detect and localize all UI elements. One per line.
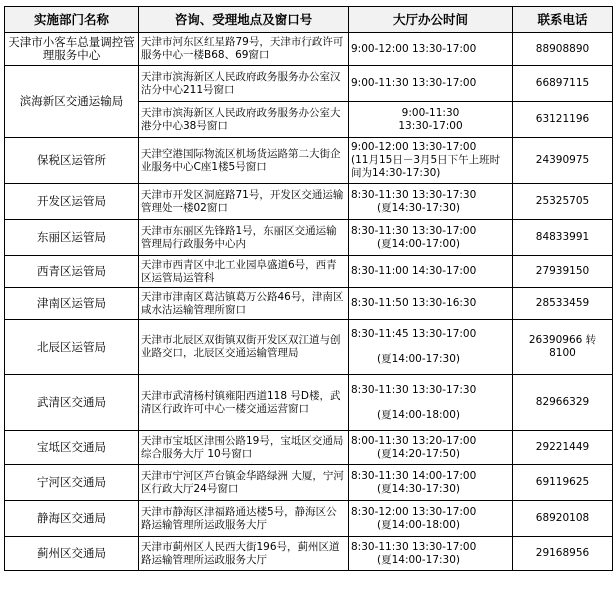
address-cell: 天津市开发区洞庭路71号，开发区交通运输管理处一楼02窗口: [139, 184, 349, 220]
phone-cell: 29221449: [513, 431, 613, 465]
table-row: [5, 184, 613, 220]
dept-cell: 蓟州区交通局: [5, 537, 139, 571]
address-cell: 天津市河东区红星路79号，天津市行政许可服务中心一楼B68、69窗口: [139, 33, 349, 66]
table-row: [5, 288, 613, 320]
table-row: [5, 66, 613, 102]
hours-cell: [349, 66, 513, 102]
hours-line: 8:30-11:30 13:30-17:00: [351, 540, 477, 553]
phone-cell: 66897115: [513, 66, 613, 102]
hours-note: (11月15日－3月5日下午上班时间为14:30-17:30): [351, 154, 501, 179]
dept-cell: 宁河区交通局: [5, 465, 139, 501]
table-row: [5, 501, 613, 537]
phone-cell: 28533459: [513, 288, 613, 320]
hours-cell: [349, 537, 513, 571]
address-cell: 天津空港国际物流区机场货运路第二大街企业服务中心C座1楼5号窗口: [139, 138, 349, 184]
hours-line: 9:00-12:00 13:30-17:00: [351, 141, 477, 153]
address-cell: 天津市津南区葛沽镇葛万公路46号，津南区咸水沽运输管理所窗口: [139, 288, 349, 320]
header-phone: 联系电话: [513, 7, 613, 33]
address-cell: 天津市滨海新区人民政府政务服务办公室汉沽分中心211号窗口: [139, 66, 349, 102]
hours-line: 8:30-12:00 13:30-17:00: [351, 505, 477, 518]
phone-cell: 69119625: [513, 465, 613, 501]
table-row: [5, 537, 613, 571]
address-cell: 天津市北辰区双街镇双街开发区双江道与创业路交口，北辰区交通运输管理局: [139, 320, 349, 375]
phone-cell: 63121196: [513, 102, 613, 138]
phone-cell: 29168956: [513, 537, 613, 571]
hours-line: 8:30-11:45 13:30-17:00: [351, 328, 477, 340]
table-row: [5, 220, 613, 256]
phone-cell: 25325705: [513, 184, 613, 220]
table-row: [5, 465, 613, 501]
hours-cell: [349, 256, 513, 288]
hours-cell: [349, 33, 513, 66]
table-header-row: [5, 7, 613, 33]
hours-line: 8:30-11:30 13:30-17:00: [351, 224, 477, 237]
phone-cell: 27939150: [513, 256, 613, 288]
address-cell: 天津市武清杨村镇雍阳西道118 号D楼，武清区行政许可中心一楼交通运营窗口: [139, 375, 349, 431]
address-cell: 天津市东丽区先锋路1号，东丽区交通运输管理局行政服务中心内: [139, 220, 349, 256]
dept-cell: 保税区运管所: [5, 138, 139, 184]
address-cell: 天津市蓟州区人民西大街196号，蓟州区道路运输管理所运政服务大厅: [139, 537, 349, 571]
dept-cell: 津南区运管局: [5, 288, 139, 320]
hours-cell: [349, 375, 513, 431]
hours-line: 8:30-11:50 13:30-16:30: [351, 297, 477, 309]
hours-cell: [349, 431, 513, 465]
hours-line: 8:00-11:30 13:20-17:00: [351, 434, 477, 447]
table-row: [5, 320, 613, 375]
dept-cell: 西青区运管局: [5, 256, 139, 288]
hours-line: 9:00-11:30 13:30-17:00: [351, 77, 477, 89]
address-cell: 天津市宁河区芦台镇金华路绿洲 大厦，宁河区行政大厅24号窗口: [139, 465, 349, 501]
hours-cell: [349, 501, 513, 537]
hours-cell: [349, 220, 513, 256]
address-cell: 天津市滨海新区人民政府政务服务办公室大港分中心38号窗口: [139, 102, 349, 138]
dept-cell: 开发区运管局: [5, 184, 139, 220]
dept-cell: 东丽区运管局: [5, 220, 139, 256]
hours-cell: [349, 184, 513, 220]
table-row: [5, 138, 613, 184]
table-row: [5, 33, 613, 66]
hours-cell: [349, 102, 513, 138]
address-cell: 天津市西青区中北工业园阜盛道6号，西青区运管局运管科: [139, 256, 349, 288]
hours-line: 8:30-11:30 14:00-17:00: [351, 469, 477, 482]
header-hours: 大厅办公时间: [349, 7, 513, 33]
phone-cell: 68920108: [513, 501, 613, 537]
hours-cell: [349, 288, 513, 320]
hours-cell: [349, 320, 513, 375]
header-address: 咨询、受理地点及窗口号: [139, 7, 349, 33]
hours-cell: [349, 465, 513, 501]
dept-cell: 滨海新区交通运输局: [5, 66, 139, 138]
dept-cell: 武清区交通局: [5, 375, 139, 431]
table-row: [5, 256, 613, 288]
hours-line: (夏14:00-17:00): [377, 237, 461, 250]
hours-line: (夏14:00-17:30): [377, 353, 461, 365]
hours-line: (夏14:00-18:00): [377, 518, 461, 531]
table-row: [5, 431, 613, 465]
hours-line: (夏14:30-17:30): [377, 482, 461, 495]
hours-line: 9:00-11:30: [401, 106, 460, 119]
service-hall-table: [4, 6, 613, 571]
dept-cell: 宝坻区交通局: [5, 431, 139, 465]
hours-line: (夏14:20-17:50): [377, 447, 461, 460]
hours-line: (夏14:00-17:30): [377, 553, 461, 566]
dept-cell: 天津市小客车总量调控管理服务中心: [5, 33, 139, 66]
hours-line: 13:30-17:00: [398, 119, 463, 132]
phone-cell: 84833991: [513, 220, 613, 256]
table-row: [5, 375, 613, 431]
phone-cell: 26390966 转 8100: [513, 320, 613, 375]
hours-line: 8:30-11:30 13:30-17:30: [351, 188, 477, 201]
hours-line: (夏14:00-18:00): [377, 408, 461, 421]
hours-line: (夏14:30-17:30): [377, 201, 461, 214]
phone-cell: 82966329: [513, 375, 613, 431]
hours-line: 8:30-11:30 13:30-17:30: [351, 383, 477, 396]
phone-cell: 24390975: [513, 138, 613, 184]
phone-cell: 88908890: [513, 33, 613, 66]
hours-line: 9:00-12:00 13:30-17:00: [351, 42, 477, 55]
address-cell: 天津市静海区津福路通达楼5号，静海区公路运输管理所运政服务大厅: [139, 501, 349, 537]
dept-cell: 北辰区运管局: [5, 320, 139, 375]
dept-cell: 静海区交通局: [5, 501, 139, 537]
header-dept: 实施部门名称: [5, 7, 139, 33]
hours-line: 8:30-11:00 14:30-17:00: [351, 265, 477, 277]
address-cell: 天津市宝坻区津围公路19号，宝坻区交通局综合服务大厅 10号窗口: [139, 431, 349, 465]
hours-cell: [349, 138, 513, 184]
